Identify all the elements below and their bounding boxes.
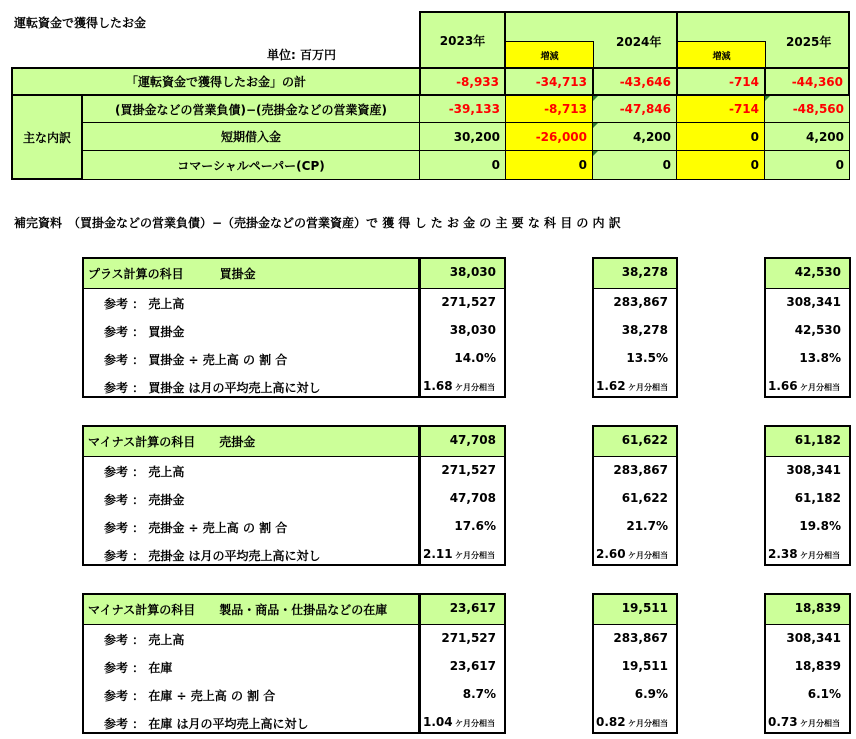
reference-value: 17.6% <box>454 519 496 533</box>
section-total-value: 47,708 <box>449 433 496 447</box>
section-total-value: 19,511 <box>621 601 668 615</box>
total-cell-bg <box>766 427 849 457</box>
breakdown-3-2024: 0 <box>592 150 677 180</box>
breakdown-1-change-2025: -714 <box>676 95 765 123</box>
total-2023: -8,933 <box>419 67 506 96</box>
months-value: 2.11 <box>423 547 453 561</box>
total-cell-bg <box>421 259 504 289</box>
total-cell-bg <box>766 595 849 625</box>
breakdown-label-3: コマーシャルペーパー(CP) <box>82 150 420 180</box>
breakdown-2-2025: 4,200 <box>764 122 850 151</box>
total-change-2024: -34,713 <box>504 67 594 96</box>
reference-row-label: 参考 ： 買掛金 ÷ 売上高 の 割 合 <box>104 353 288 367</box>
reference-value: 61,182 <box>794 491 841 505</box>
total-change-2025: -714 <box>676 67 766 96</box>
reference-row-label: 参考 ： 売上高 <box>104 633 185 647</box>
months-suffix: ケ月分相当 <box>628 551 668 560</box>
year-header-2023: 2023年 <box>419 11 506 69</box>
months-suffix: ケ月分相当 <box>628 719 668 728</box>
page-title: 運転資金で獲得したお金 <box>14 16 147 30</box>
section-header: プラス計算の科目 買掛金 <box>88 267 256 281</box>
months-suffix: ケ月分相当 <box>455 719 495 728</box>
section-header-bg <box>84 259 418 289</box>
total-cell-bg <box>594 595 676 625</box>
reference-value: 38,278 <box>621 323 668 337</box>
breakdown-2-change-2024: -26,000 <box>505 122 593 151</box>
section-header-bg <box>84 595 418 625</box>
total-2024: -43,646 <box>592 67 678 96</box>
months-suffix: ケ月分相当 <box>455 383 495 392</box>
reference-value: 283,867 <box>613 631 668 645</box>
months-value: 1.62 <box>596 379 626 393</box>
section-2-year-0-box <box>419 593 506 734</box>
months-row-label: 参考 ： 在庫 は月の平均売上高に対し <box>104 717 309 731</box>
section-total-value: 42,530 <box>794 265 841 279</box>
months-suffix: ケ月分相当 <box>628 383 668 392</box>
reference-row-label: 参考 ： 売掛金 ÷ 売上高 の 割 合 <box>104 521 288 535</box>
change-header-2025: 増減 <box>678 41 766 69</box>
reference-value: 13.5% <box>626 351 668 365</box>
reference-value: 308,341 <box>786 295 841 309</box>
total-cell-bg <box>421 595 504 625</box>
breakdown-3-change-2025: 0 <box>676 150 765 180</box>
total-cell-bg <box>594 259 676 289</box>
section-0-label-box <box>82 257 420 398</box>
total-2025: -44,360 <box>764 67 850 96</box>
reference-value: 271,527 <box>441 295 496 309</box>
reference-row-label: 参考 ： 売上高 <box>104 297 185 311</box>
year-header-2024: 2024年 <box>616 35 662 49</box>
reference-value: 18,839 <box>794 659 841 673</box>
breakdown-label-2: 短期借入金 <box>82 122 420 151</box>
reference-value: 13.8% <box>799 351 841 365</box>
section-total-value: 38,030 <box>449 265 496 279</box>
section-total-value: 38,278 <box>621 265 668 279</box>
year-header-2025-block <box>676 11 850 69</box>
section-1-label-box <box>82 425 420 566</box>
breakdown-1-2023: -39,133 <box>419 95 506 123</box>
breakdown-3-2023: 0 <box>419 150 506 180</box>
breakdown-3-change-2024: 0 <box>505 150 593 180</box>
reference-row-label: 参考 ： 買掛金 <box>104 325 185 339</box>
months-value: 1.68 <box>423 379 453 393</box>
supplement-title: 補完資料 （買掛金などの営業負債）−（売掛金などの営業資産）で 獲 得 し た お 金 の 主 要 な 科 目 の 内 訳 <box>14 216 621 230</box>
months-suffix: ケ月分相当 <box>800 719 840 728</box>
section-total-value: 18,839 <box>794 601 841 615</box>
breakdown-1-change-2024: -8,713 <box>505 95 593 123</box>
months-value: 0.73 <box>768 715 798 729</box>
reference-value: 61,622 <box>621 491 668 505</box>
section-total-value: 23,617 <box>449 601 496 615</box>
months-value: 1.04 <box>423 715 453 729</box>
reference-value: 271,527 <box>441 463 496 477</box>
reference-value: 6.9% <box>634 687 668 701</box>
reference-row-label: 参考 ： 在庫 <box>104 661 173 675</box>
section-0-year-2-box <box>764 257 851 398</box>
total-cell-bg <box>594 427 676 457</box>
months-suffix: ケ月分相当 <box>455 551 495 560</box>
year-header-2024-block <box>504 11 678 69</box>
reference-value: 14.0% <box>454 351 496 365</box>
months-suffix: ケ月分相当 <box>800 383 840 392</box>
reference-value: 38,030 <box>449 323 496 337</box>
months-suffix: ケ月分相当 <box>800 551 840 560</box>
reference-value: 47,708 <box>449 491 496 505</box>
section-0-year-0-box <box>419 257 506 398</box>
months-value: 0.82 <box>596 715 626 729</box>
total-cell-bg <box>766 259 849 289</box>
section-1-year-2-box <box>764 425 851 566</box>
reference-row-label: 参考 ： 売掛金 <box>104 493 185 507</box>
section-header: マイナス計算の科目 製品・商品・仕掛品などの在庫 <box>88 603 388 617</box>
months-value: 2.38 <box>768 547 798 561</box>
breakdown-1-2024: -47,846 <box>592 95 677 123</box>
year-header-2025: 2025年 <box>786 35 832 49</box>
breakdown-2-2023: 30,200 <box>419 122 506 151</box>
reference-value: 21.7% <box>626 519 668 533</box>
section-0-year-1-box <box>592 257 678 398</box>
total-cell-bg <box>421 427 504 457</box>
reference-value: 42,530 <box>794 323 841 337</box>
reference-value: 8.7% <box>462 687 496 701</box>
breakdown-3-2025: 0 <box>764 150 850 180</box>
reference-row-label: 参考 ： 売上高 <box>104 465 185 479</box>
reference-value: 19.8% <box>799 519 841 533</box>
months-row-label: 参考 ： 買掛金 は月の平均売上高に対し <box>104 381 321 395</box>
section-1-year-1-box <box>592 425 678 566</box>
breakdown-2-2024: 4,200 <box>592 122 677 151</box>
reference-value: 308,341 <box>786 631 841 645</box>
unit-label: 単位: 百万円 <box>267 48 336 62</box>
change-header-2024: 増減 <box>506 41 594 69</box>
section-header-bg <box>84 427 418 457</box>
breakdown-1-2025: -48,560 <box>764 95 850 123</box>
breakdown-label-1: (買掛金などの営業負債)−(売掛金などの営業資産) <box>82 95 420 123</box>
section-2-label-box <box>82 593 420 734</box>
reference-value: 271,527 <box>441 631 496 645</box>
section-2-year-2-box <box>764 593 851 734</box>
months-row-label: 参考 ： 売掛金 は月の平均売上高に対し <box>104 549 321 563</box>
reference-value: 6.1% <box>807 687 841 701</box>
summary-total-label: 「運転資金で獲得したお金」の計 <box>11 67 421 96</box>
section-1-year-0-box <box>419 425 506 566</box>
section-total-value: 61,622 <box>621 433 668 447</box>
reference-value: 23,617 <box>449 659 496 673</box>
section-header: マイナス計算の科目 売掛金 <box>88 435 256 449</box>
reference-value: 283,867 <box>613 295 668 309</box>
main-breakdown-label: 主な内訳 <box>11 94 83 180</box>
section-2-year-1-box <box>592 593 678 734</box>
reference-value: 19,511 <box>621 659 668 673</box>
months-value: 1.66 <box>768 379 798 393</box>
reference-value: 308,341 <box>786 463 841 477</box>
breakdown-2-change-2025: 0 <box>676 122 765 151</box>
reference-value: 283,867 <box>613 463 668 477</box>
months-value: 2.60 <box>596 547 626 561</box>
section-total-value: 61,182 <box>794 433 841 447</box>
reference-row-label: 参考 ： 在庫 ÷ 売上高 の 割 合 <box>104 689 276 703</box>
